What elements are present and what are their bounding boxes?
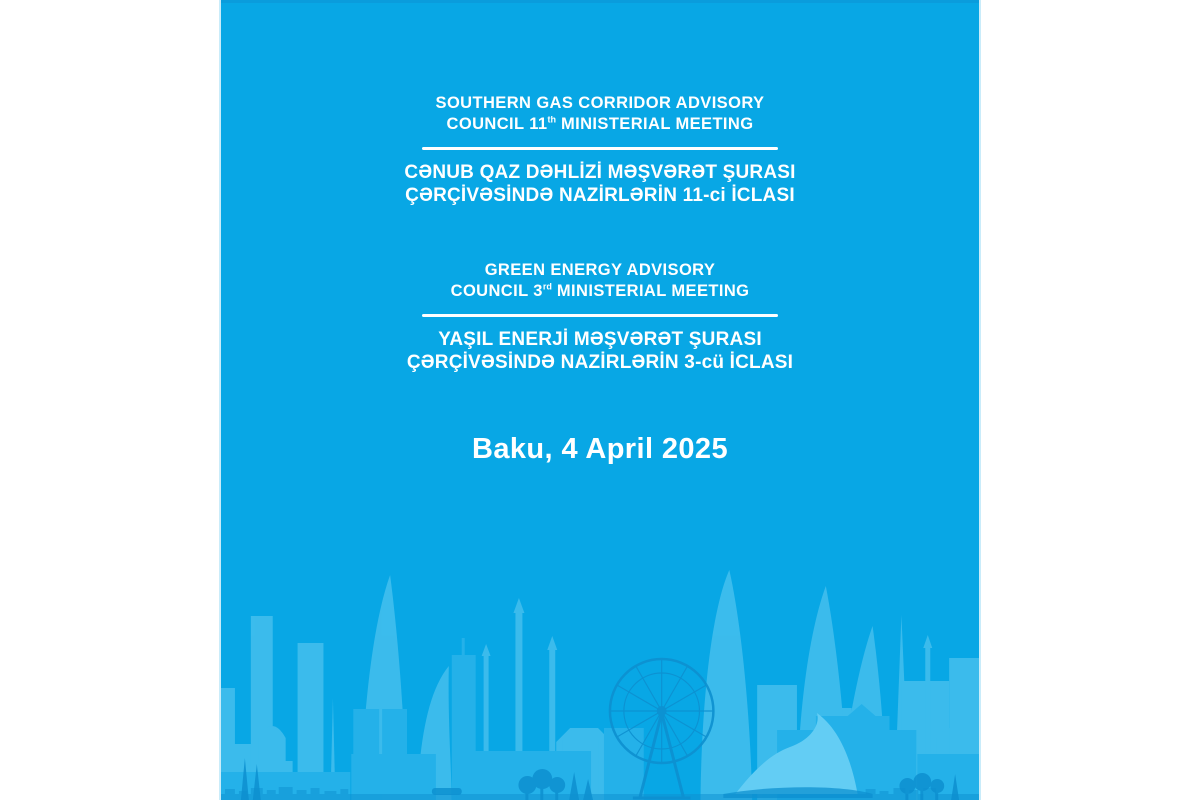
poster-content [221, 0, 979, 800]
green-energy-council-text: COUNCIL 3 [450, 282, 543, 300]
sgc-meeting-text: MINISTERIAL MEETING [556, 115, 754, 133]
sgc-title-azerbaijani [221, 161, 979, 207]
green-energy-title-azerbaijani-line2: ÇƏRÇİVƏSİNDƏ NAZİRLƏRİN 3-cü İCLASI [406, 352, 794, 373]
sgc-ordinal-suffix: th [547, 114, 556, 125]
sgc-title-english-line1: SOUTHERN GAS CORRIDOR ADVISORY [435, 94, 765, 112]
green-energy-title-english-line2 [221, 281, 979, 302]
sgc-title-english-line2 [221, 114, 979, 135]
sgc-council-text: COUNCIL 11 [446, 115, 548, 133]
poster-panel [219, 0, 981, 800]
sgc-title-azerbaijani-line2: ÇƏRÇİVƏSİNDƏ NAZİRLƏRİN 11-ci İCLASI [405, 185, 795, 206]
sgc-meeting-title-block [221, 0, 979, 207]
sgc-title-azerbaijani-line1: CƏNUB QAZ DƏHLİZİ MƏŞVƏRƏT ŞURASI [404, 162, 796, 183]
green-energy-title-block [221, 260, 979, 374]
event-date-location: Baku, 4 April 2025 [472, 433, 728, 465]
sgc-title-english [221, 93, 979, 135]
green-energy-title-english [221, 260, 979, 302]
divider-line-1 [422, 147, 778, 150]
green-energy-title-azerbaijani [221, 328, 979, 374]
green-energy-title-english-line1: GREEN ENERGY ADVISORY [484, 261, 716, 279]
green-energy-ordinal-suffix: rd [542, 281, 552, 292]
divider-line-2 [422, 314, 778, 317]
green-energy-title-azerbaijani-line1: YAŞIL ENERJİ MƏŞVƏRƏT ŞURASI [438, 329, 762, 350]
green-energy-meeting-text: MINISTERIAL MEETING [551, 282, 750, 300]
